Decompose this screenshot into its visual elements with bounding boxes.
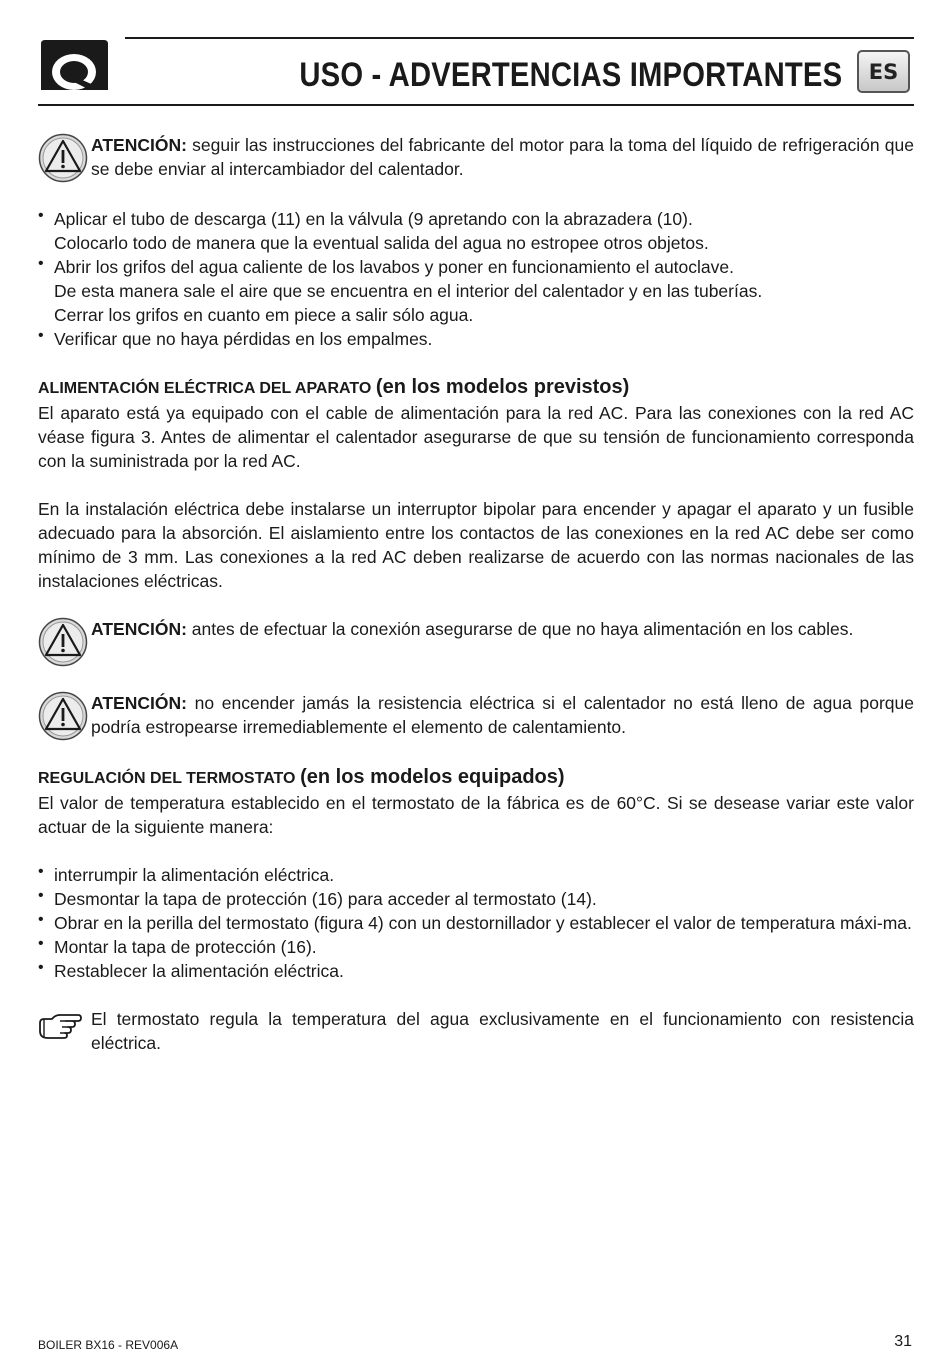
list-item-continuation: Cerrar los grifos en cuanto em piece a salir sólo agua. [54, 305, 474, 325]
warning-label: ATENCIÓN: [91, 619, 187, 639]
section-paragraph: En la instalación eléctrica debe instalarse un interruptor bipolar para encender y apagar el aparato y un fusible adecuado para la absorción. El aislamiento entre los contactos de las conexiones en la red AC debe ser como mínimo de 3 mm. Las conexiones a la red AC deben realizarse de acuerdo con las normas nacionales de las instalaciones eléctricas. [38, 499, 914, 591]
power-supply-section [38, 375, 914, 473]
bullet-icon: • [38, 255, 44, 272]
warning-triangle-icon [38, 133, 88, 183]
bullet-icon: • [38, 959, 44, 976]
warning-label: ATENCIÓN: [91, 135, 187, 155]
bullet-icon: • [38, 887, 44, 904]
warning-text: seguir las instrucciones del fabricante del motor para la toma del líquido de refrigeración que se debe enviar al intercambiador del calentador. [91, 135, 914, 179]
page-number: 31 [894, 1333, 912, 1350]
thermostat-section [38, 765, 914, 839]
section-heading: REGULACIÓN DEL TERMOSTATO (en los modelos equipados) [38, 766, 565, 788]
power-supply-section-cont [38, 497, 914, 593]
note-text: El termostato regula la temperatura del agua exclusivamente en el funcionamiento con resistencia eléctrica. [91, 1009, 914, 1053]
pointing-hand-icon [38, 1011, 82, 1041]
warning-triangle-icon [38, 691, 88, 741]
warning-text: no encender jamás la resistencia eléctrica si el calentador no está lleno de agua porque podría estropearse irremediablemente el elemento de calentamiento. [91, 693, 914, 737]
list-item: • Montar la tapa de protección (16). [38, 935, 317, 957]
bullet-icon: • [38, 327, 44, 344]
list-item: • Desmontar la tapa de protección (16) para acceder al termostato (14). [38, 887, 597, 909]
section-paragraph: El valor de temperatura establecido en el termostato de la fábrica es de 60°C. Si se desease variar este valor actuar de la siguiente manera: [38, 793, 914, 837]
info-note [38, 1007, 914, 1055]
brand-logo-icon [38, 38, 111, 92]
header-bottom-rule [38, 104, 914, 106]
warning-note-coolant [38, 133, 914, 183]
list-item: • Obrar en la perilla del termostato (figura 4) con un destornillador y establecer el valor de temperatura máxi-ma. [38, 911, 912, 933]
language-badge: ES [857, 50, 910, 93]
list-item: • Abrir los grifos del agua caliente de los lavabos y poner en funcionamiento el autoclave. [38, 255, 734, 277]
warning-note-cables [38, 617, 914, 667]
list-item: • interrumpir la alimentación eléctrica. [38, 863, 335, 885]
bullet-icon: • [38, 207, 44, 224]
warning-label: ATENCIÓN: [91, 693, 187, 713]
list-item-continuation: De esta manera sale el aire que se encuentra en el interior del calentador y en las tuberías. [54, 281, 763, 301]
page-title: USO - ADVERTENCIAS IMPORTANTES [299, 56, 842, 94]
list-item: • Aplicar el tubo de descarga (11) en la válvula (9 apretando con la abrazadera (10). [38, 207, 693, 229]
section-paragraph: El aparato está ya equipado con el cable de alimentación para la red AC. Para las conexiones con la red AC véase figura 3. Antes de alimentar el calentador asegurarse de que su tensión de funcionamiento corresponda con la suministrada por la red AC. [38, 403, 914, 471]
warning-triangle-icon [38, 617, 88, 667]
warning-note-heater [38, 691, 914, 741]
bullet-icon: • [38, 911, 44, 928]
list-item-continuation: Colocarlo todo de manera que la eventual salida del agua no estropee otros objetos. [54, 233, 709, 253]
page-content [38, 133, 914, 1055]
footer-doc-code: BOILER BX16 - REV006A [38, 1338, 179, 1352]
thermostat-steps-list [38, 863, 914, 983]
bullet-icon: • [38, 935, 44, 952]
warning-text: antes de efectuar la conexión asegurarse de que no haya alimentación en los cables. [191, 619, 854, 639]
section-heading: ALIMENTACIÓN ELÉCTRICA DEL APARATO (en los modelos previstos) [38, 376, 630, 398]
bullet-icon: • [38, 863, 44, 880]
header-top-rule [125, 37, 914, 39]
drain-instructions-list [38, 207, 914, 351]
list-item: • Restablecer la alimentación eléctrica. [38, 959, 344, 981]
list-item: • Verificar que no haya pérdidas en los empalmes. [38, 327, 433, 349]
